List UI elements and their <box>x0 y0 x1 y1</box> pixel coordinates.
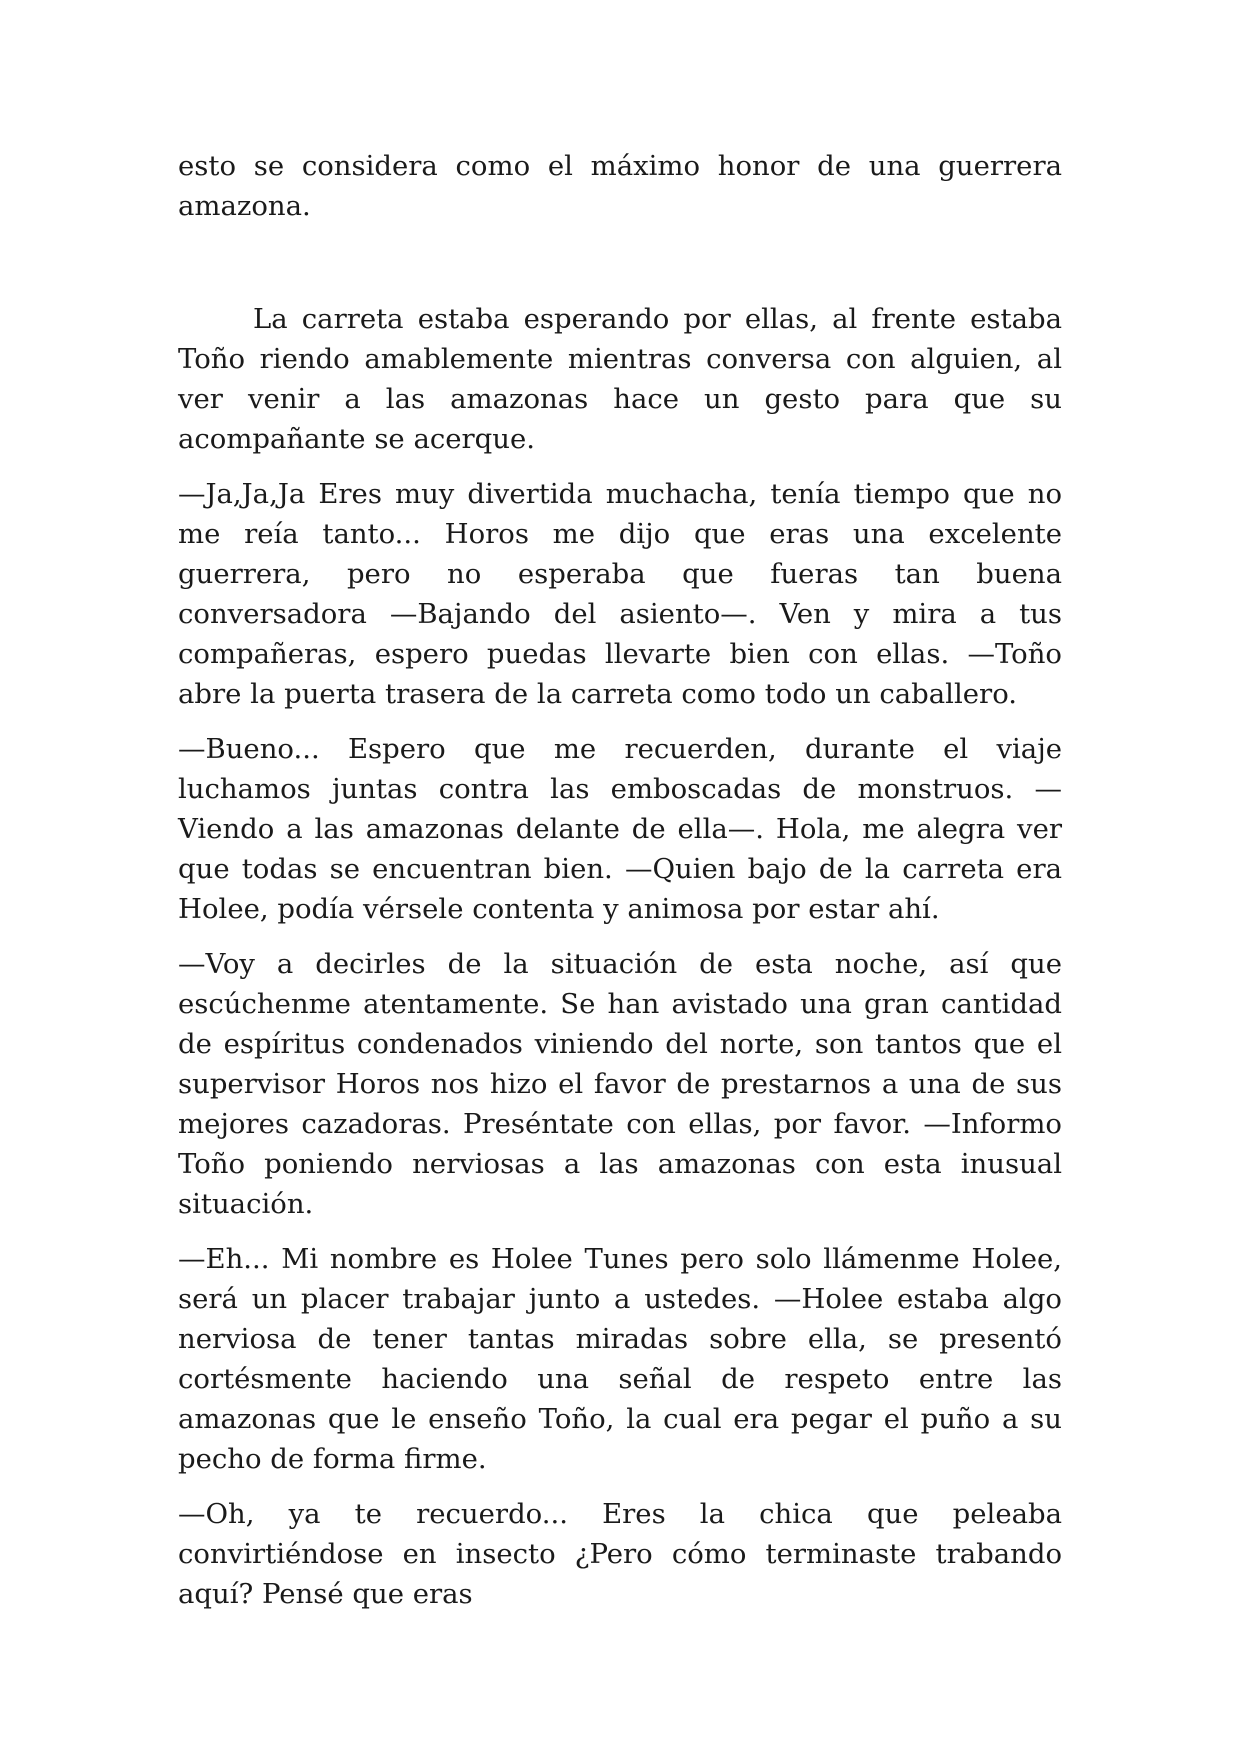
page-body <box>178 146 1062 1629</box>
paragraph-dialogue-introduction: —Eh... Mi nombre es Holee Tunes pero solo llámenme Holee, será un placer trabajar junto a ustedes. —Holee estaba algo nerviosa de tener tantas miradas sobre ella, se presentó cortésmente haciendo una señal de respeto entre las amazonas que le enseño Toño, la cual era pegar el puño a su pecho de forma firme. <box>178 1243 1062 1475</box>
paragraph-dialogue-situation: —Voy a decirles de la situación de esta noche, así que escúchenme atentamente. Se han avistado una gran cantidad de espíritus condenados viniendo del norte, son tantos que el supervisor Horos nos hizo el favor de prestarnos a una de sus mejores cazadoras. Preséntate con ellas, por favor. —Informo Toño poniendo nerviosas a las amazonas con esta inusual situación. <box>178 948 1062 1220</box>
paragraph-dialogue-tono: —Ja,Ja,Ja Eres muy divertida muchacha, tenía tiempo que no me reía tanto... Horos me dijo que eras una excelente guerrera, pero no esperaba que fueras tan buena conversadora —Bajando del asiento—. Ven y mira a tus compañeras, espero puedas llevarte bien con ellas. —Toño abre la puerta trasera de la carreta como todo un caballero. <box>178 478 1062 710</box>
paragraph-continuation: esto se considera como el máximo honor de una guerrera amazona. <box>178 150 1062 222</box>
paragraph-dialogue-recognition: —Oh, ya te recuerdo... Eres la chica que peleaba convirtiéndose en insecto ¿Pero cómo terminaste trabando aquí? Pensé que eras <box>178 1498 1062 1610</box>
paragraph-dialogue-holee: —Bueno... Espero que me recuerden, durante el viaje luchamos juntas contra las emboscadas de monstruos. —Viendo a las amazonas delante de ella—. Hola, me alegra ver que todas se encuentran bien. —Quien bajo de la carreta era Holee, podía vérsele contenta y animosa por estar ahí. <box>178 733 1062 925</box>
paragraph-scene-start: La carreta estaba esperando por ellas, al frente estaba Toño riendo amablemente mientras conversa con alguien, al ver venir a las amazonas hace un gesto para que su acompañante se acerque. <box>178 303 1062 455</box>
